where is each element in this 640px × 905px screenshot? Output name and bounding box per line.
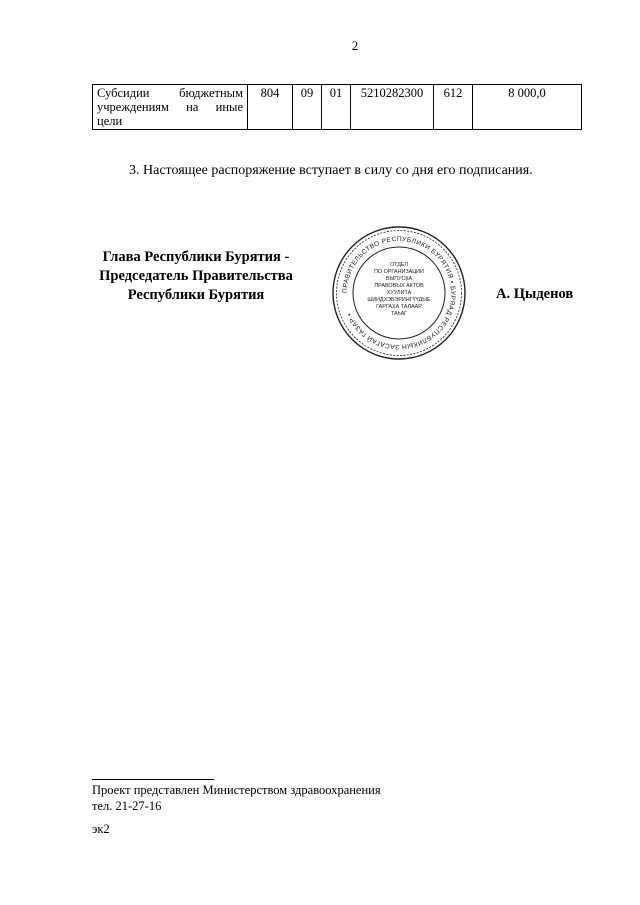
table-row bbox=[93, 85, 582, 130]
seal-line-6: ШИИДХЭБЭРИНГҮҮДЫЕ bbox=[367, 297, 431, 303]
footnote-line-2: тел. 21-27-16 bbox=[92, 799, 162, 813]
seal-line-7: ГАРГАХА ТАЛААР bbox=[376, 304, 422, 310]
signatory-position bbox=[80, 248, 312, 305]
footnote-divider bbox=[92, 779, 214, 780]
table-cell-amount: 8 000,0 bbox=[473, 85, 582, 130]
document-code: эк2 bbox=[92, 822, 110, 836]
seal-line-1: ОТДЕЛ bbox=[389, 262, 409, 268]
table-cell-target-item: 5210282300 bbox=[351, 85, 434, 130]
official-seal bbox=[330, 224, 468, 362]
position-line-1: Глава Республики Бурятия - bbox=[102, 249, 290, 265]
position-line-3: Республики Бурятия bbox=[127, 287, 265, 303]
table-cell-name: Субсидии бюджетным учреждениям на иные цели bbox=[93, 85, 248, 130]
footnote-line-1: Проект представлен Министерством здравоохранения bbox=[92, 783, 381, 797]
table-cell-section: 09 bbox=[293, 85, 322, 130]
table-cell-subsection: 01 bbox=[322, 85, 351, 130]
seal-line-8: ТАһАГ bbox=[390, 311, 408, 317]
page-number: 2 bbox=[351, 38, 359, 53]
table-cell-grbs: 804 bbox=[248, 85, 293, 130]
seal-line-5: ХУУЛИТА bbox=[386, 290, 412, 296]
seal-line-2: ПО ОРГАНИЗАЦИИ bbox=[374, 269, 424, 275]
footnote bbox=[92, 782, 381, 814]
budget-table bbox=[92, 84, 582, 130]
position-line-2: Председатель Правительства bbox=[99, 268, 293, 284]
seal-line-4: ПРАВОВЫХ АКТОВ bbox=[374, 283, 424, 289]
signer-name: А. Цыденов bbox=[496, 286, 574, 302]
clause-effective-date: 3. Настоящее распоряжение вступает в силу со дня его подписания. bbox=[129, 163, 533, 178]
seal-line-3: ВЫПУСКА bbox=[385, 276, 413, 282]
seal-ring-text: ПРАВИТЕЛЬСТВО РЕСПУБЛИКИ БУРЯТИЯ • БУРЯАД РЕСПУБЛИКЫН ЗАСАГАЙ ГАЗАР • bbox=[341, 235, 457, 351]
table-cell-expense-type: 612 bbox=[434, 85, 473, 130]
